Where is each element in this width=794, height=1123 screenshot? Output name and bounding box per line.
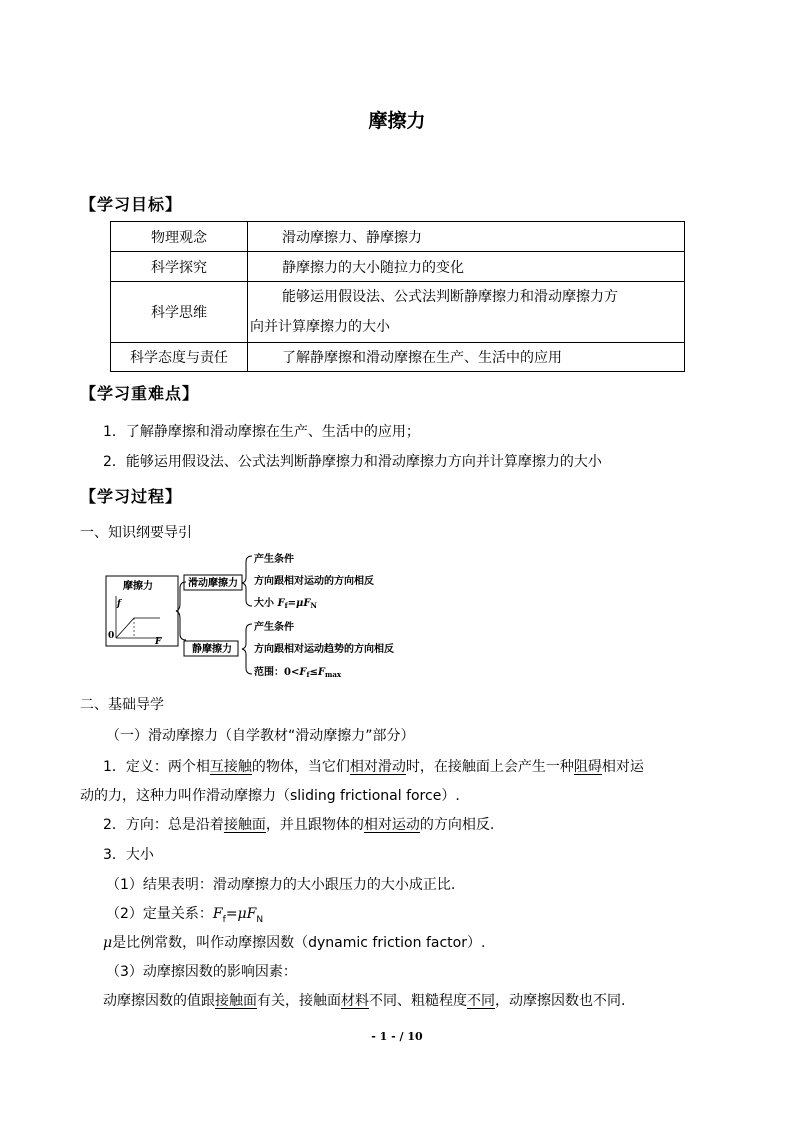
branch2-brace [242, 624, 252, 674]
section-heading: 一、知识纲要导引 [80, 525, 192, 541]
formula-mu: μ [103, 935, 113, 951]
size-N: N [310, 601, 317, 610]
underlined-term: 相对运动 [363, 817, 420, 833]
text-span: 是比例常数，叫作动摩擦因数（dynamic friction factor）. [112, 935, 486, 951]
objective-content: 静摩擦力的大小随拉力的变化 [248, 252, 685, 282]
range-max: max [324, 670, 342, 679]
text-span: ，动摩擦因数也不同. [495, 993, 626, 1009]
root-label: 摩擦力 [123, 581, 153, 592]
branch2-range [253, 665, 342, 679]
objectives-table [110, 221, 685, 372]
formula-F2: F [246, 906, 257, 922]
branch1-size [254, 596, 317, 610]
text-span: 不同、粗糙程度 [369, 993, 467, 1009]
size-F: F [277, 598, 285, 609]
direction-line [103, 818, 494, 832]
definition-line-2: 动的力，这种力叫作滑动摩擦力（sliding frictional force）. [80, 788, 460, 804]
objective-content-line: 能够运用假设法、公式法判断静摩擦力和滑动摩擦力方 [282, 289, 618, 305]
result-line: （1）结果表明：滑动摩擦力的大小跟压力的大小成正比. [106, 877, 456, 893]
branch1-item: 方向跟相对运动的方向相反 [254, 576, 374, 587]
underlined-term: 不同 [467, 993, 495, 1009]
text-span: 2．方向：总是沿着 [103, 817, 224, 833]
underlined-term: 材料 [341, 993, 369, 1009]
objective-label: 科学思维 [111, 282, 248, 343]
formula-eq: = [225, 906, 238, 922]
text-span: ，并且跟物体的 [265, 817, 364, 833]
definition-line [103, 760, 644, 774]
quant-line [106, 907, 263, 927]
text-span: （2）定量关系： [106, 906, 213, 922]
table-row [111, 282, 685, 343]
section-heading: 二、基础导学 [80, 697, 164, 713]
graph-curve [116, 618, 160, 638]
page-title: 摩擦力 [368, 110, 426, 132]
process-heading: 【学习过程】 [80, 487, 183, 506]
knowledge-outline-diagram [100, 548, 420, 684]
range-f: f [306, 670, 310, 679]
keypoint-item: 1．了解静摩擦和滑动摩擦在生产、生活中的应用； [103, 424, 420, 440]
size-f: f [284, 601, 288, 610]
objective-label: 物理观念 [111, 222, 248, 252]
underlined-term: 阻碍 [573, 759, 602, 775]
table-row [111, 252, 685, 282]
keypoints-heading: 【学习重难点】 [80, 384, 200, 403]
table-row [111, 222, 685, 252]
page-number: - 1 - / 10 [371, 1030, 423, 1043]
graph-F-label: F [155, 637, 162, 647]
range-prefix: 范围：0< [254, 667, 300, 678]
range-le: ≤ [309, 667, 318, 678]
table-row [111, 343, 685, 372]
text-span: 的物体，当它们 [251, 759, 350, 775]
underlined-term: 接触面 [215, 993, 257, 1009]
range-F2: F [317, 667, 325, 678]
objective-label: 科学探究 [111, 252, 248, 282]
objective-content: 滑动摩擦力、静摩擦力 [248, 222, 685, 252]
objective-content-line: 向并计算摩擦力的大小 [250, 319, 390, 335]
objective-content: 了解静摩擦和滑动摩擦在生产、生活中的应用 [248, 343, 685, 372]
formula-sub-f: f [222, 914, 226, 925]
graph-f-label: f [117, 599, 121, 609]
keypoint-item: 2．能够运用假设法、公式法判断静摩擦力和滑动摩擦力方向并计算摩擦力的大小 [103, 454, 602, 470]
text-span: 的方向相反. [419, 817, 495, 833]
size-eq: = [287, 598, 296, 609]
branch1-label: 滑动摩擦力 [188, 578, 238, 589]
size-mu: μ [296, 598, 304, 609]
branch1-item: 产生条件 [254, 554, 294, 565]
branch2-label: 静摩擦力 [192, 644, 232, 655]
underlined-term: 相对滑动 [349, 759, 406, 775]
underlined-term: 接触面 [223, 817, 266, 833]
size-F2: F [303, 598, 311, 609]
subsection-heading: （一）滑动摩擦力（自学教材“滑动摩擦力”部分） [106, 728, 415, 744]
formula-mu: μ [237, 906, 247, 922]
text-span: 时，在接触面上会产生一种 [405, 759, 574, 775]
range-F: F [299, 667, 307, 678]
mu-definition [103, 936, 485, 950]
graph-zero-label: 0 [108, 631, 115, 641]
formula-sub-N: N [256, 914, 264, 925]
text-span: 有关，接触面 [257, 993, 341, 1009]
branch2-item: 方向跟相对运动趋势的方向相反 [254, 644, 394, 655]
objectives-heading: 【学习目标】 [80, 195, 183, 214]
text-span: 相对运 [601, 759, 644, 775]
text-span: 动摩擦因数的值跟 [103, 993, 215, 1009]
underlined-term: 互接触 [209, 759, 252, 775]
branch1-brace [242, 556, 252, 606]
factors-heading: （3）动摩擦因数的影响因素： [106, 964, 297, 980]
objective-content [248, 282, 685, 343]
objective-label: 科学态度与责任 [111, 343, 248, 372]
formula-F: F [212, 906, 223, 922]
size-prefix: 大小 [254, 598, 278, 609]
size-heading: 3．大小 [103, 847, 154, 863]
branch2-item: 产生条件 [254, 622, 294, 633]
factors-line [103, 994, 625, 1008]
text-span: 1．定义：两个相 [103, 759, 210, 775]
